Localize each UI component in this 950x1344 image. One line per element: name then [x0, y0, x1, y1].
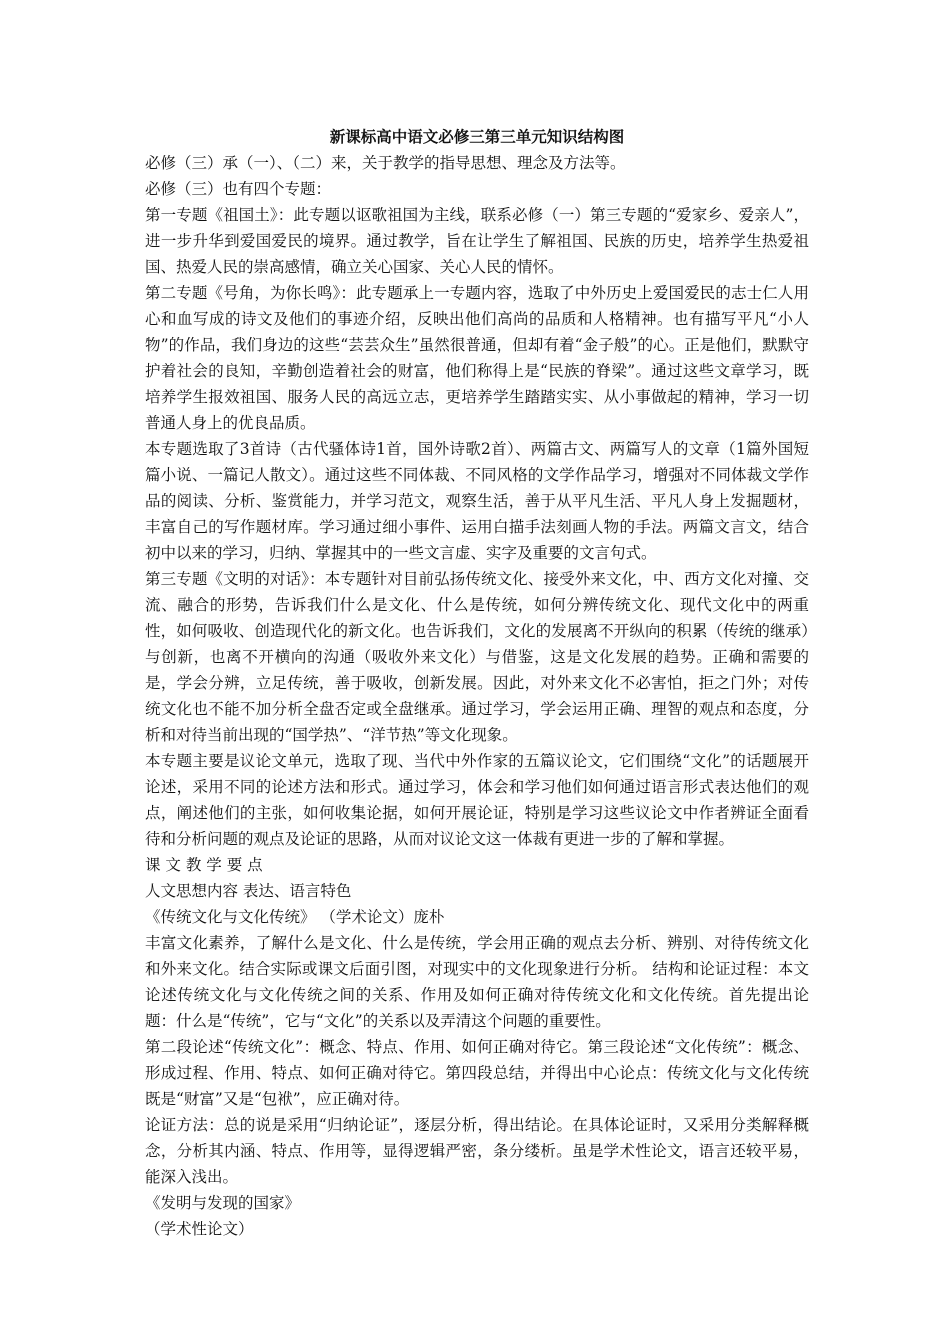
paragraph-topic-three-essays: 本专题主要是议论文单元，选取了现、当代中外作家的五篇议论文，它们围绕“文化”的话题展开论述，采用不同的论述方法和形式。通过学习，体会和学习他们如何通过语言形式表达他们的观点，阐述他们的主张，如何收集论据，如何开展论证，特别是学习这些议论文中作者辨证全面看待和分析问题的观点及论证的思路，从而对议论文这一体裁有更进一步的了解和掌握。 [145, 752, 809, 848]
lesson-title-traditional-culture: 《传统文化与文化传统》 （学术论文）庞朴 [145, 908, 445, 926]
lesson-genre-note: （学术性论文） [145, 1220, 254, 1238]
section-heading-teaching-points: 课 文 教 学 要 点 [145, 856, 263, 874]
paragraph-lesson-analysis: 丰富文化素养，了解什么是文化、什么是传统，学会用正确的观点去分析、辨别、对待传统文化和外来文化。结合实际或课文后面引图，对现实中的文化现象进行分析。 结构和论证过程：本文论述传统文化与文化传统之间的关系、作用及如何正确对待传统文化和文化传统。首先提出论题：什么是“传统”，它与“文化”的关系以及弄清这个问题的重要性。 [145, 934, 809, 1030]
paragraph-topic-three: 第三专题《文明的对话》：本专题针对目前弘扬传统文化、接受外来文化，中、西方文化对撞、交流、融合的形势，告诉我们什么是文化、什么是传统，如何分辨传统文化、现代文化中的两重性，如何吸收、创造现代化的新文化。也告诉我们，文化的发展离不开纵向的积累（传统的继承）与创新，也离不开横向的沟通（吸收外来文化）与借鉴，这是文化发展的趋势。正确和需要的是，学会分辨，立足传统，善于吸收，创新发展。因此，对外来文化不必害怕，拒之门外；对传统文化也不能不加分析全盘否定或全盘继承。通过学习，学会运用正确、理智的观点和态度，分析和对待当前出现的“国学热”、“洋节热”等文化现象。 [145, 570, 809, 744]
paragraph-lesson-structure: 第二段论述“传统文化”：概念、特点、作用、如何正确对待它。第三段论述“文化传统”：概念、形成过程、作用、特点、如何正确对待它。第四段总结，并得出中心论点：传统文化与文化传统既是“财富”又是“包袱”，应正确对待。 [145, 1038, 809, 1108]
document-page [145, 124, 809, 1242]
paragraph-argument-method: 论证方法：总的说是采用“归纳论证”，逐层分析，得出结论。在具体论证时，又采用分类解释概念，分析其内涵、特点、作用等，显得逻辑严密，条分缕析。虽是学术性论文，语言还较平易，能深入浅出。 [145, 1116, 809, 1186]
column-headings: 人文思想内容 表达、语言特色 [145, 882, 352, 900]
paragraph-topic-one: 第一专题《祖国土》：此专题以讴歌祖国为主线，联系必修（一）第三专题的“爱家乡、爱亲人”，进一步升华到爱国爱民的境界。通过教学，旨在让学生了解祖国、民族的历史，培养学生热爱祖国、热爱人民的崇高感情，确立关心国家、关心人民的情怀。 [145, 206, 809, 276]
paragraph-topic-two: 第二专题《号角，为你长鸣》：此专题承上一专题内容，选取了中外历史上爱国爱民的志士仁人用心和血写成的诗文及他们的事迹介绍，反映出他们高尚的品质和人格精神。也有描写平凡“小人物”的作品，我们身边的这些“芸芸众生”虽然很普通，但却有着“金子般”的心。正是他们，默默守护着社会的良知，辛勤创造着社会的财富，他们称得上是“民族的脊梁”。通过这些文章学习，既培养学生报效祖国、服务人民的高远立志，更培养学生踏踏实实、从小事做起的精神，学习一切普通人身上的优良品质。 [145, 284, 809, 432]
paragraph-intro: 必修（三）承（一）、（二）来，关于教学的指导思想、理念及方法等。 [145, 154, 626, 172]
paragraph-four-topics: 必修（三）也有四个专题： [145, 180, 332, 198]
paragraph-topic-two-selection: 本专题选取了3首诗（古代骚体诗1首，国外诗歌2首）、两篇古文、两篇写人的文章（1篇外国短篇小说、一篇记人散文）。通过这些不同体裁、不同风格的文学作品学习，增强对不同体裁文学作品的阅读、分析、鉴赏能力，并学习范文，观察生活，善于从平凡生活、平凡人身上发掘题材，丰富自己的写作题材库。学习通过细小事件、运用白描手法刻画人物的手法。两篇文言文，结合初中以来的学习，归纳、掌握其中的一些文言虚、实字及重要的文言句式。 [145, 440, 809, 562]
document-title: 新课标高中语文必修三第三单元知识结构图 [329, 127, 625, 146]
lesson-title-invention: 《发明与发现的国家》 [145, 1194, 301, 1212]
